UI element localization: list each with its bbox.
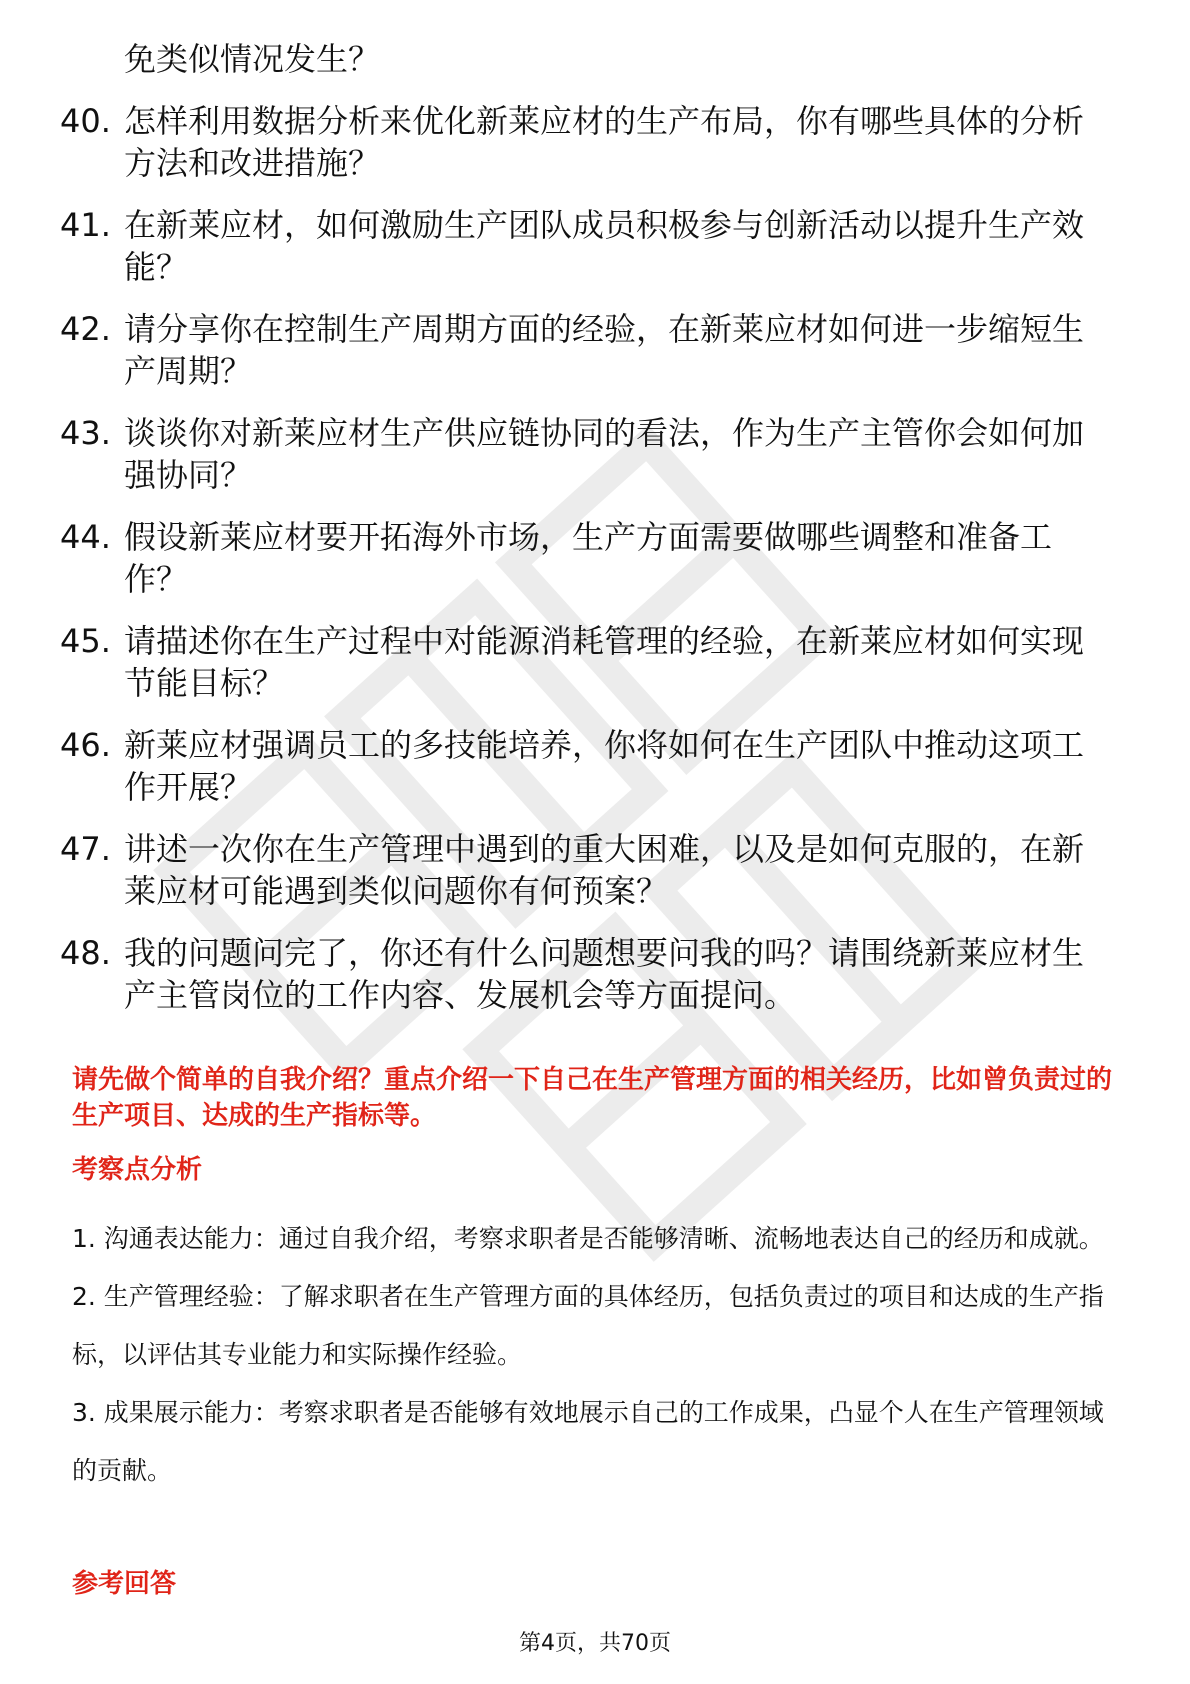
intro-question: 请先做个简单的自我介绍？重点介绍一下自己在生产管理方面的相关经历，比如曾负责过的生产项目、达成的生产指标等。	[72, 1065, 1113, 1131]
question-item	[60, 516, 1120, 600]
question-text: 假设新莱应材要开拓海外市场，生产方面需要做哪些调整和准备工作？	[124, 518, 1053, 598]
question-item	[60, 100, 1120, 184]
question-number: 42.	[60, 310, 111, 348]
question-text: 新莱应材强调员工的多技能培养，你将如何在生产团队中推动这项工作开展？	[124, 726, 1085, 806]
analysis-point: 3. 成果展示能力：考察求职者是否能够有效地展示自己的工作成果，凸显个人在生产管理领域的贡献。	[72, 1398, 1104, 1485]
question-item	[60, 932, 1120, 1016]
question-text: 谈谈你对新莱应材生产供应链协同的看法，作为生产主管你会如何加强协同？	[124, 414, 1085, 494]
question-number: 47.	[60, 830, 111, 868]
question-number: 45.	[60, 622, 111, 660]
analysis-point: 2. 生产管理经验：了解求职者在生产管理方面的具体经历，包括负责过的项目和达成的生产指标，以评估其专业能力和实际操作经验。	[72, 1282, 1104, 1369]
question-number: 43.	[60, 414, 111, 452]
question-item	[60, 828, 1120, 912]
reference-answer-heading: 参考回答	[72, 1569, 177, 1599]
question-item	[60, 204, 1120, 288]
page-number-footer: 第4页，共70页	[519, 1631, 671, 1656]
question-text: 请分享你在控制生产周期方面的经验，在新莱应材如何进一步缩短生产周期？	[124, 310, 1085, 390]
question-item	[60, 724, 1120, 808]
question-number: 44.	[60, 518, 111, 556]
question-text: 在新莱应材，如何激励生产团队成员积极参与创新活动以提升生产效能？	[124, 206, 1085, 286]
question-number: 41.	[60, 206, 111, 244]
question-text: 怎样利用数据分析来优化新莱应材的生产布局，你有哪些具体的分析方法和改进措施？	[124, 102, 1085, 182]
question-item	[60, 620, 1120, 704]
analysis-points	[72, 1210, 1122, 1500]
question-list	[0, 38, 1190, 1036]
question-text: 我的问题问完了，你还有什么问题想要问我的吗？请围绕新莱应材生产主管岗位的工作内容、发展机会等方面提问。	[124, 934, 1085, 1014]
question-item	[60, 308, 1120, 392]
analysis-heading: 考察点分析	[72, 1155, 203, 1185]
question-item	[60, 412, 1120, 496]
question-continuation: 免类似情况发生？	[124, 40, 381, 78]
question-text: 讲述一次你在生产管理中遇到的重大困难，以及是如何克服的，在新莱应材可能遇到类似问题你有何预案？	[124, 830, 1085, 910]
question-number: 48.	[60, 934, 111, 972]
question-text: 请描述你在生产过程中对能源消耗管理的经验，在新莱应材如何实现节能目标？	[124, 622, 1085, 702]
question-number: 46.	[60, 726, 111, 764]
question-number: 40.	[60, 102, 111, 140]
analysis-point: 1. 沟通表达能力：通过自我介绍，考察求职者是否能够清晰、流畅地表达自己的经历和成就。	[72, 1224, 1104, 1253]
